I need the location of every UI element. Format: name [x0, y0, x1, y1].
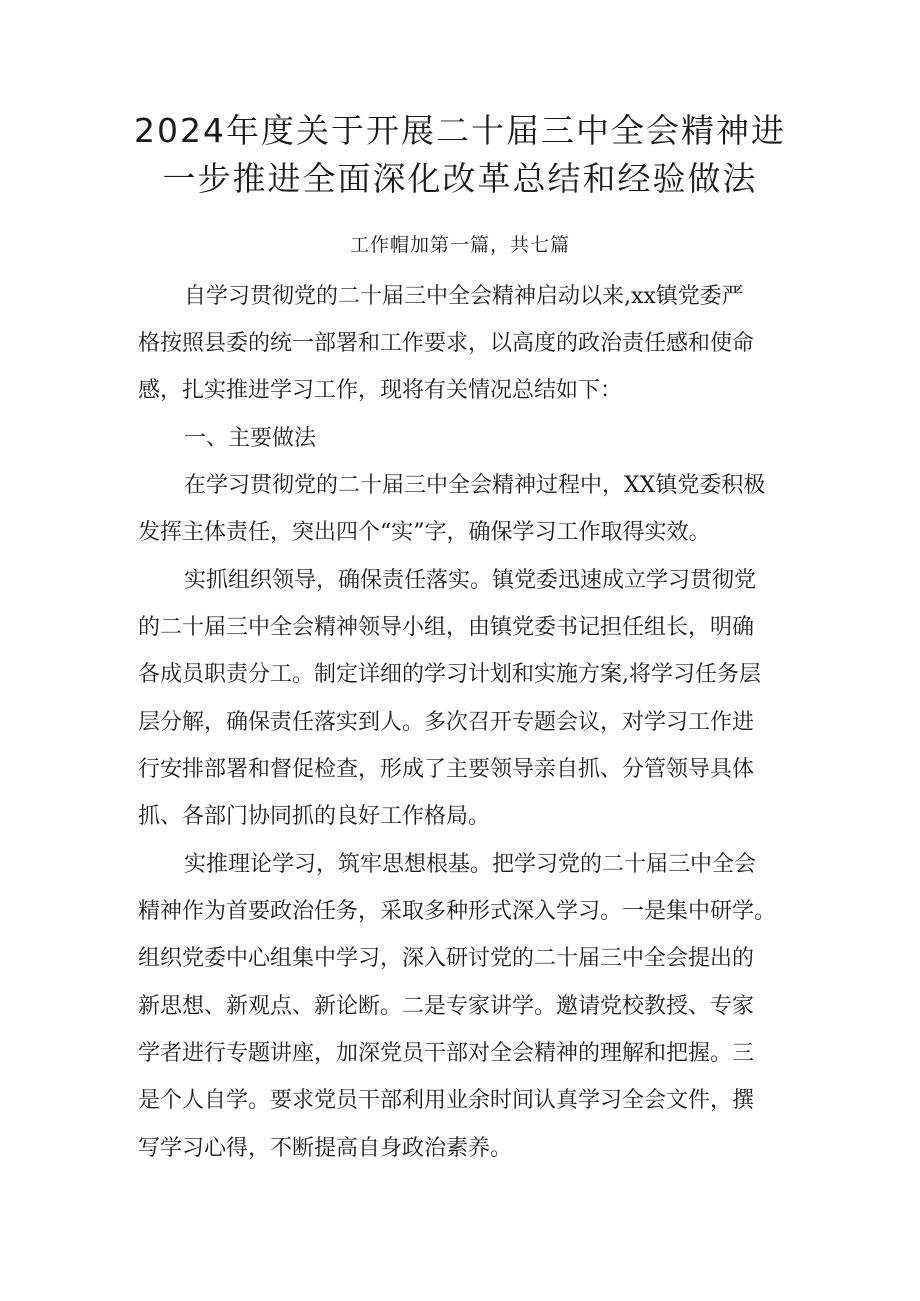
body-line: 自学习贯彻党的二十届三中全会精神启动以来,xx镇党委严 — [184, 284, 744, 309]
body-line: 是个人自学。要求党员干部利用业余时间认真学习全会文件，撰 — [138, 1088, 755, 1113]
body-line: 发挥主体责任，突出四个“实”字，确保学习工作取得实效。 — [138, 520, 711, 545]
body-line: 行安排部署和督促检查，形成了主要领导亲自抓、分管领导具体 — [138, 757, 755, 782]
body-line: 新思想、新观点、新论断。二是专家讲学。邀请党校教授、专家 — [138, 994, 755, 1019]
body-line: 组织党委中心组集中学习，深入研讨党的二十届三中全会提出的 — [138, 946, 755, 971]
body-line: 精神作为首要政治任务，采取多种形式深入学习。一是集中研学。 — [138, 899, 777, 924]
body-line: 各成员职责分工。制定详细的学习计划和实施方案,将学习任务层 — [138, 662, 761, 687]
body-line: 写学习心得，不断提高自身政治素养。 — [138, 1136, 513, 1161]
document-title-line-1: 2024年度关于开展二十届三中全会精神进 — [134, 111, 786, 150]
body-line: 实抓组织领导，确保责任落实。镇党委迅速成立学习贯彻党 — [184, 568, 757, 593]
document-title-line-2: 一步推进全面深化改革总结和经验做法 — [162, 159, 758, 198]
body-line: 的二十届三中全会精神领导小组，由镇党委书记担任组长，明确 — [138, 615, 755, 640]
body-line: 格按照县委的统一部署和工作要求，以高度的政治责任感和使命 — [138, 331, 755, 356]
body-line: 感，扎实推进学习工作，现将有关情况总结如下： — [138, 378, 623, 403]
body-line: 在学习贯彻党的二十届三中全会精神过程中，XX镇党委积极 — [184, 473, 766, 498]
body-line: 层分解，确保责任落实到人。多次召开专题会议，对学习工作进 — [138, 710, 755, 735]
section-heading: 一、主要做法 — [184, 426, 317, 451]
document-subtitle: 工作帽加第一篇，共七篇 — [349, 234, 570, 256]
body-line: 实推理论学习，筑牢思想根基。把学习党的二十届三中全会 — [184, 852, 757, 877]
body-line: 学者进行专题讲座，加深党员干部对全会精神的理解和把握。三 — [138, 1041, 755, 1066]
body-line: 抓、各部门协同抓的良好工作格局。 — [138, 804, 491, 829]
